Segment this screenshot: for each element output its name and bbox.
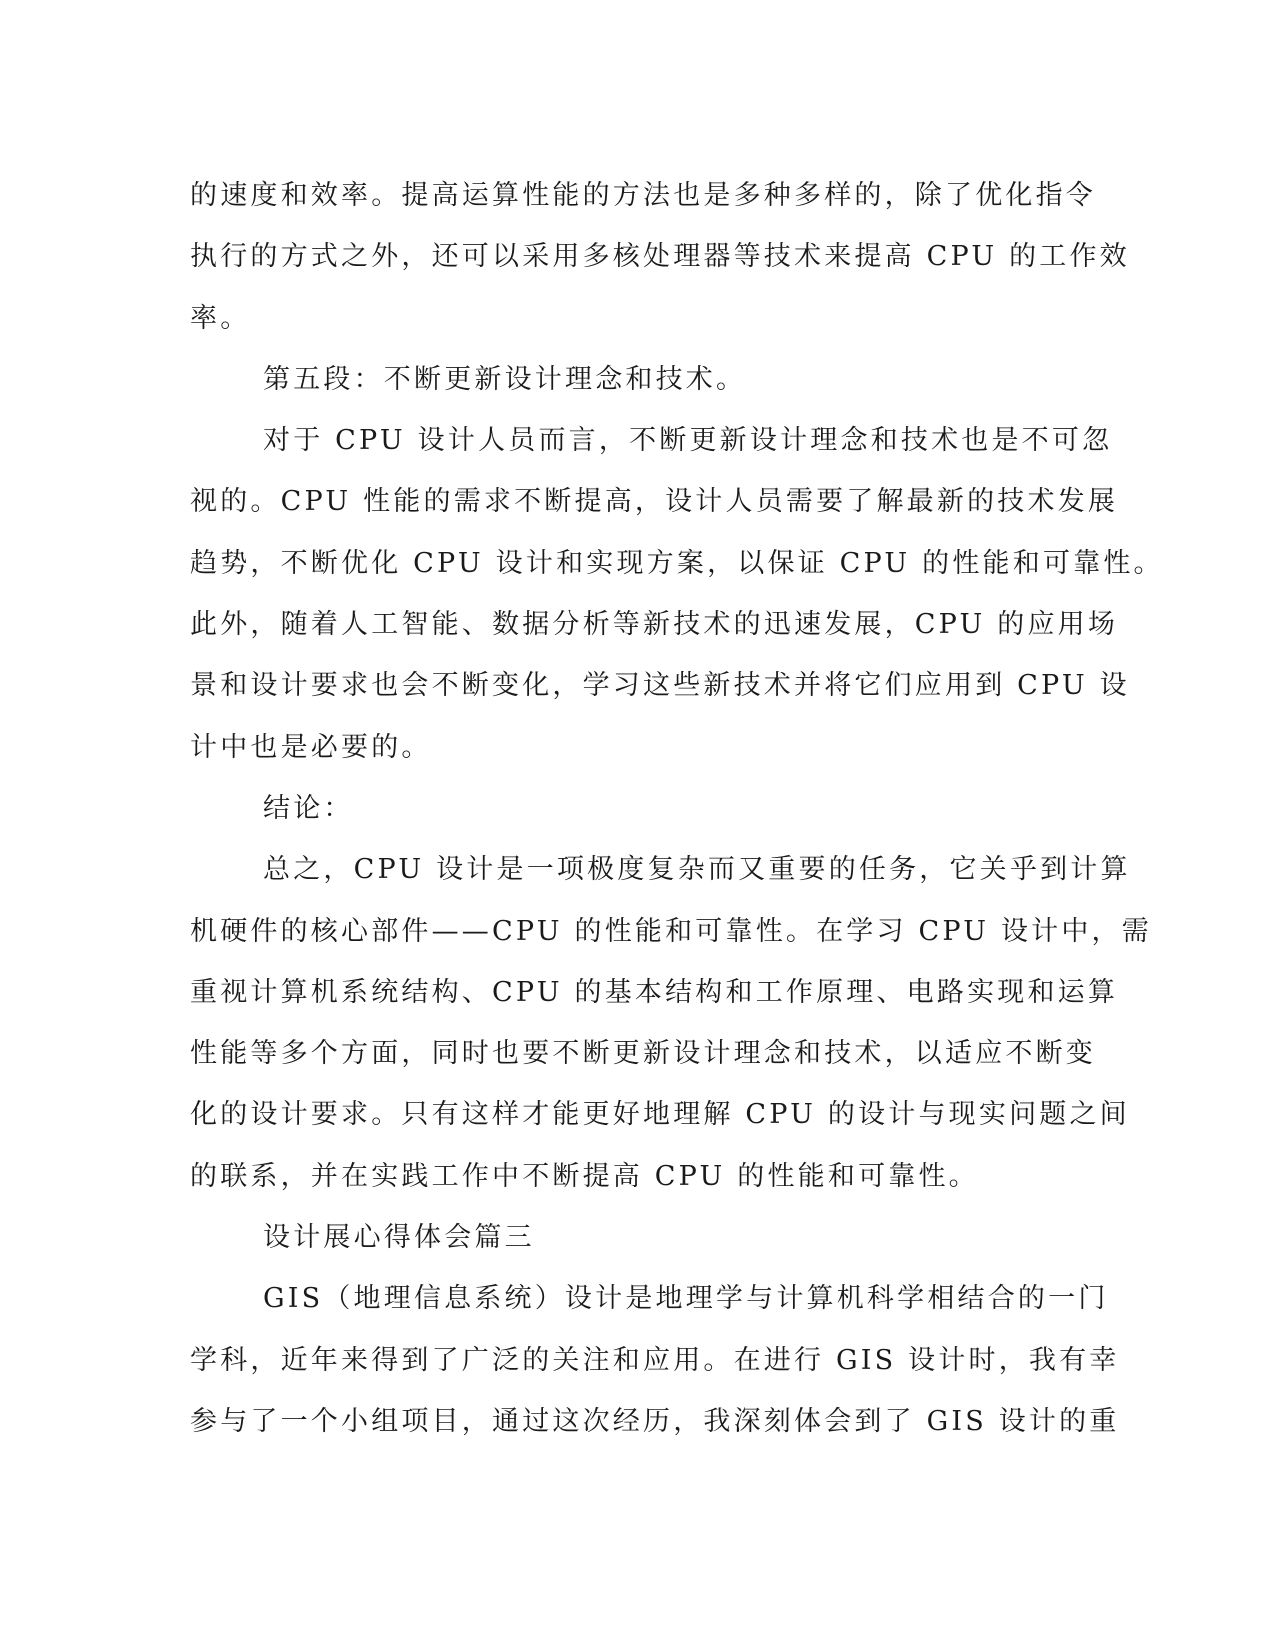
text-line: 参与了一个小组项目，通过这次经历，我深刻体会到了 GIS 设计的重 <box>190 1405 1120 1437</box>
text-line: 性能等多个方面，同时也要不断更新设计理念和技术，以适应不断变 <box>190 1038 1096 1070</box>
text-line: 视的。CPU 性能的需求不断提高，设计人员需要了解最新的技术发展 <box>190 486 1119 518</box>
text-line: 率。 <box>190 302 251 334</box>
text-line: 学科，近年来得到了广泛的关注和应用。在进行 GIS 设计时，我有幸 <box>190 1344 1120 1376</box>
text-line: 此外，随着人工智能、数据分析等新技术的迅速发展，CPU 的应用场 <box>190 609 1119 641</box>
text-line: 执行的方式之外，还可以采用多核处理器等技术来提高 CPU 的工作效 <box>190 241 1130 273</box>
text-line: GIS（地理信息系统）设计是地理学与计算机科学相结合的一门 <box>263 1283 1109 1315</box>
text-line: 趋势，不断优化 CPU 设计和实现方案，以保证 CPU 的性能和可靠性。 <box>190 547 1164 579</box>
section-heading-3: 设计展心得体会篇三 <box>263 1222 535 1254</box>
text-line: 机硬件的核心部件——CPU 的性能和可靠性。在学习 CPU 设计中，需 <box>190 915 1152 947</box>
text-line: 的速度和效率。提高运算性能的方法也是多种多样的，除了优化指令 <box>190 180 1096 211</box>
text-line: 重视计算机系统结构、CPU 的基本结构和工作原理、电路实现和运算 <box>190 976 1119 1008</box>
text-line: 计中也是必要的。 <box>190 731 432 763</box>
text-line: 化的设计要求。只有这样才能更好地理解 CPU 的设计与现实问题之间 <box>190 1099 1130 1131</box>
conclusion-heading: 结论： <box>263 792 354 824</box>
text-line: 对于 CPU 设计人员而言，不断更新设计理念和技术也是不可忽 <box>263 425 1113 457</box>
text-line: 的联系，并在实践工作中不断提高 CPU 的性能和可靠性。 <box>190 1160 979 1192</box>
text-line: 景和设计要求也会不断变化，学习这些新技术并将它们应用到 CPU 设 <box>190 670 1130 702</box>
section-heading-5: 第五段：不断更新设计理念和技术。 <box>263 363 747 395</box>
document-body <box>190 165 1164 1452</box>
text-line: 总之，CPU 设计是一项极度复杂而又重要的任务，它关乎到计算 <box>263 854 1131 886</box>
